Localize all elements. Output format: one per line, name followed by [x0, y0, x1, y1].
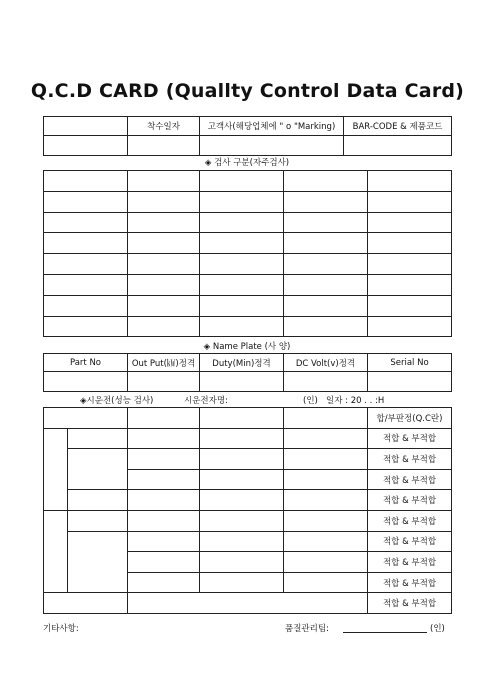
inspection-row [44, 212, 452, 233]
operator-label: 시운전자명: [184, 396, 228, 406]
inspection-cell[interactable] [200, 233, 284, 254]
result-cell[interactable] [284, 449, 368, 470]
result-cell[interactable] [128, 552, 200, 573]
qc-seal-label: (인) [430, 624, 445, 634]
inspection-cell[interactable] [128, 233, 200, 254]
signature-line[interactable] [343, 632, 427, 633]
result-cell[interactable] [68, 510, 128, 531]
result-cell[interactable] [200, 510, 284, 531]
dc-volt-value[interactable] [284, 372, 368, 392]
inspection-cell[interactable] [44, 274, 128, 295]
inspection-cell[interactable] [200, 316, 284, 337]
result-cell[interactable] [200, 490, 284, 511]
result-cell[interactable] [128, 449, 200, 470]
verdict-cell[interactable]: 적합 & 부적합 [368, 552, 452, 573]
result-cell[interactable] [44, 408, 128, 429]
inspection-cell[interactable] [284, 295, 368, 316]
inspection-row [44, 316, 452, 337]
inspection-row [44, 233, 452, 254]
verdict-cell[interactable]: 적합 & 부적합 [368, 510, 452, 531]
inspection-cell[interactable] [44, 254, 128, 275]
operator-seal-label: (인) [303, 396, 318, 406]
verdict-cell[interactable]: 적합 & 부적합 [368, 449, 452, 470]
barcode-header: BAR-CODE & 제품코드 [344, 117, 452, 136]
qc-team-label: 품질관리팀: [285, 624, 329, 634]
customer-header: 고객사(해당업체에 " o "Marking) [200, 117, 344, 136]
result-cell[interactable] [68, 428, 128, 449]
inspection-cell[interactable] [200, 171, 284, 192]
result-cell[interactable] [68, 449, 128, 490]
barcode-value[interactable] [344, 136, 452, 156]
result-cell[interactable] [200, 449, 284, 470]
inspection-cell[interactable] [284, 254, 368, 275]
inspection-cell[interactable] [284, 191, 368, 212]
inspection-section-title: ◈ 검사 구분(자주검사) [204, 158, 290, 168]
duty-header: Duty(Min)정격 [200, 354, 284, 372]
result-cell[interactable] [284, 408, 368, 429]
result-cell[interactable] [128, 490, 200, 511]
page-title: Q.C.D CARD (Quallty Control Data Card) [30, 80, 465, 102]
result-cell[interactable] [128, 428, 200, 449]
duty-value[interactable] [200, 372, 284, 392]
inspection-table [43, 170, 452, 337]
inspection-cell[interactable] [128, 274, 200, 295]
inspection-cell[interactable] [368, 295, 452, 316]
inspection-cell[interactable] [368, 212, 452, 233]
nameplate-table [43, 353, 452, 392]
inspection-cell[interactable] [284, 233, 368, 254]
group-cell[interactable] [44, 510, 68, 592]
result-cell[interactable] [284, 552, 368, 573]
inspection-cell[interactable] [284, 171, 368, 192]
result-cell[interactable] [128, 510, 200, 531]
result-cell[interactable] [284, 490, 368, 511]
inspection-cell[interactable] [44, 171, 128, 192]
result-cell[interactable] [200, 428, 284, 449]
inspection-cell[interactable] [200, 254, 284, 275]
start-date-header: 착수일자 [128, 117, 200, 136]
group-cell[interactable] [44, 428, 68, 510]
inspection-cell[interactable] [368, 191, 452, 212]
qc-verdict-header: 합/부판정(Q.C란) [368, 408, 452, 429]
inspection-cell[interactable] [128, 254, 200, 275]
verdict-cell[interactable]: 적합 & 부적합 [368, 572, 452, 593]
inspection-cell[interactable] [200, 295, 284, 316]
part-no-value[interactable] [44, 372, 128, 392]
inspection-cell[interactable] [44, 191, 128, 212]
result-cell[interactable] [200, 408, 284, 429]
inspection-cell[interactable] [128, 191, 200, 212]
inspection-cell[interactable] [368, 316, 452, 337]
verdict-cell[interactable]: 적합 & 부적합 [368, 490, 452, 511]
inspection-cell[interactable] [200, 274, 284, 295]
output-value[interactable] [128, 372, 200, 392]
result-cell[interactable] [284, 531, 368, 552]
inspection-row [44, 274, 452, 295]
inspection-cell[interactable] [128, 316, 200, 337]
result-cell[interactable] [200, 469, 284, 490]
result-table [43, 407, 452, 614]
inspection-cell[interactable] [128, 171, 200, 192]
inspection-cell[interactable] [284, 212, 368, 233]
verdict-cell[interactable]: 적합 & 부적합 [368, 531, 452, 552]
inspection-cell[interactable] [44, 212, 128, 233]
inspection-cell[interactable] [44, 295, 128, 316]
inspection-cell[interactable] [368, 274, 452, 295]
start-date-value[interactable] [128, 136, 200, 156]
result-cell[interactable] [284, 510, 368, 531]
inspection-row [44, 295, 452, 316]
inspection-cell[interactable] [128, 212, 200, 233]
inspection-cell[interactable] [368, 254, 452, 275]
inspection-cell[interactable] [128, 295, 200, 316]
trial-run-section-title: ◈시운전(성능 검사) [80, 396, 154, 406]
inspection-cell[interactable] [44, 316, 128, 337]
result-cell[interactable] [128, 531, 200, 552]
inspection-row [44, 171, 452, 192]
result-cell[interactable] [284, 572, 368, 593]
inspection-cell[interactable] [284, 274, 368, 295]
dc-volt-header: DC Volt(v)정격 [284, 354, 368, 372]
header-table [43, 116, 452, 156]
trial-date-label: 일자 : 20 . . :H [326, 396, 385, 406]
result-cell[interactable] [200, 572, 284, 593]
inspection-row [44, 191, 452, 212]
inspection-cell[interactable] [284, 316, 368, 337]
result-cell[interactable] [44, 593, 128, 614]
result-cell[interactable] [128, 408, 200, 429]
result-cell[interactable] [200, 552, 284, 573]
serial-no-value[interactable] [368, 372, 452, 392]
result-cell[interactable] [128, 469, 200, 490]
verdict-cell[interactable]: 적합 & 부적합 [368, 469, 452, 490]
inspection-cell[interactable] [200, 191, 284, 212]
result-cell[interactable] [284, 428, 368, 449]
inspection-cell[interactable] [44, 233, 128, 254]
header-value-cell[interactable] [44, 136, 128, 156]
part-no-header: Part No [44, 354, 128, 372]
inspection-cell[interactable] [368, 233, 452, 254]
customer-value[interactable] [200, 136, 344, 156]
result-cell[interactable] [68, 531, 128, 593]
nameplate-section-title: ◈ Name Plate (사 양) [203, 342, 291, 352]
inspection-cell[interactable] [200, 212, 284, 233]
verdict-cell[interactable]: 적합 & 부적합 [368, 428, 452, 449]
inspection-cell[interactable] [368, 171, 452, 192]
inspection-row [44, 254, 452, 275]
serial-no-header: Serial No [368, 354, 452, 372]
verdict-cell[interactable]: 적합 & 부적합 [368, 593, 452, 614]
output-header: Out Put(㎾)정격 [128, 354, 200, 372]
result-cell[interactable] [200, 531, 284, 552]
result-cell[interactable] [68, 490, 128, 511]
result-cell[interactable] [128, 572, 200, 593]
remarks-label: 기타사항: [43, 624, 79, 634]
header-cell-blank [44, 117, 128, 136]
result-cell[interactable] [128, 593, 368, 614]
result-cell[interactable] [284, 469, 368, 490]
